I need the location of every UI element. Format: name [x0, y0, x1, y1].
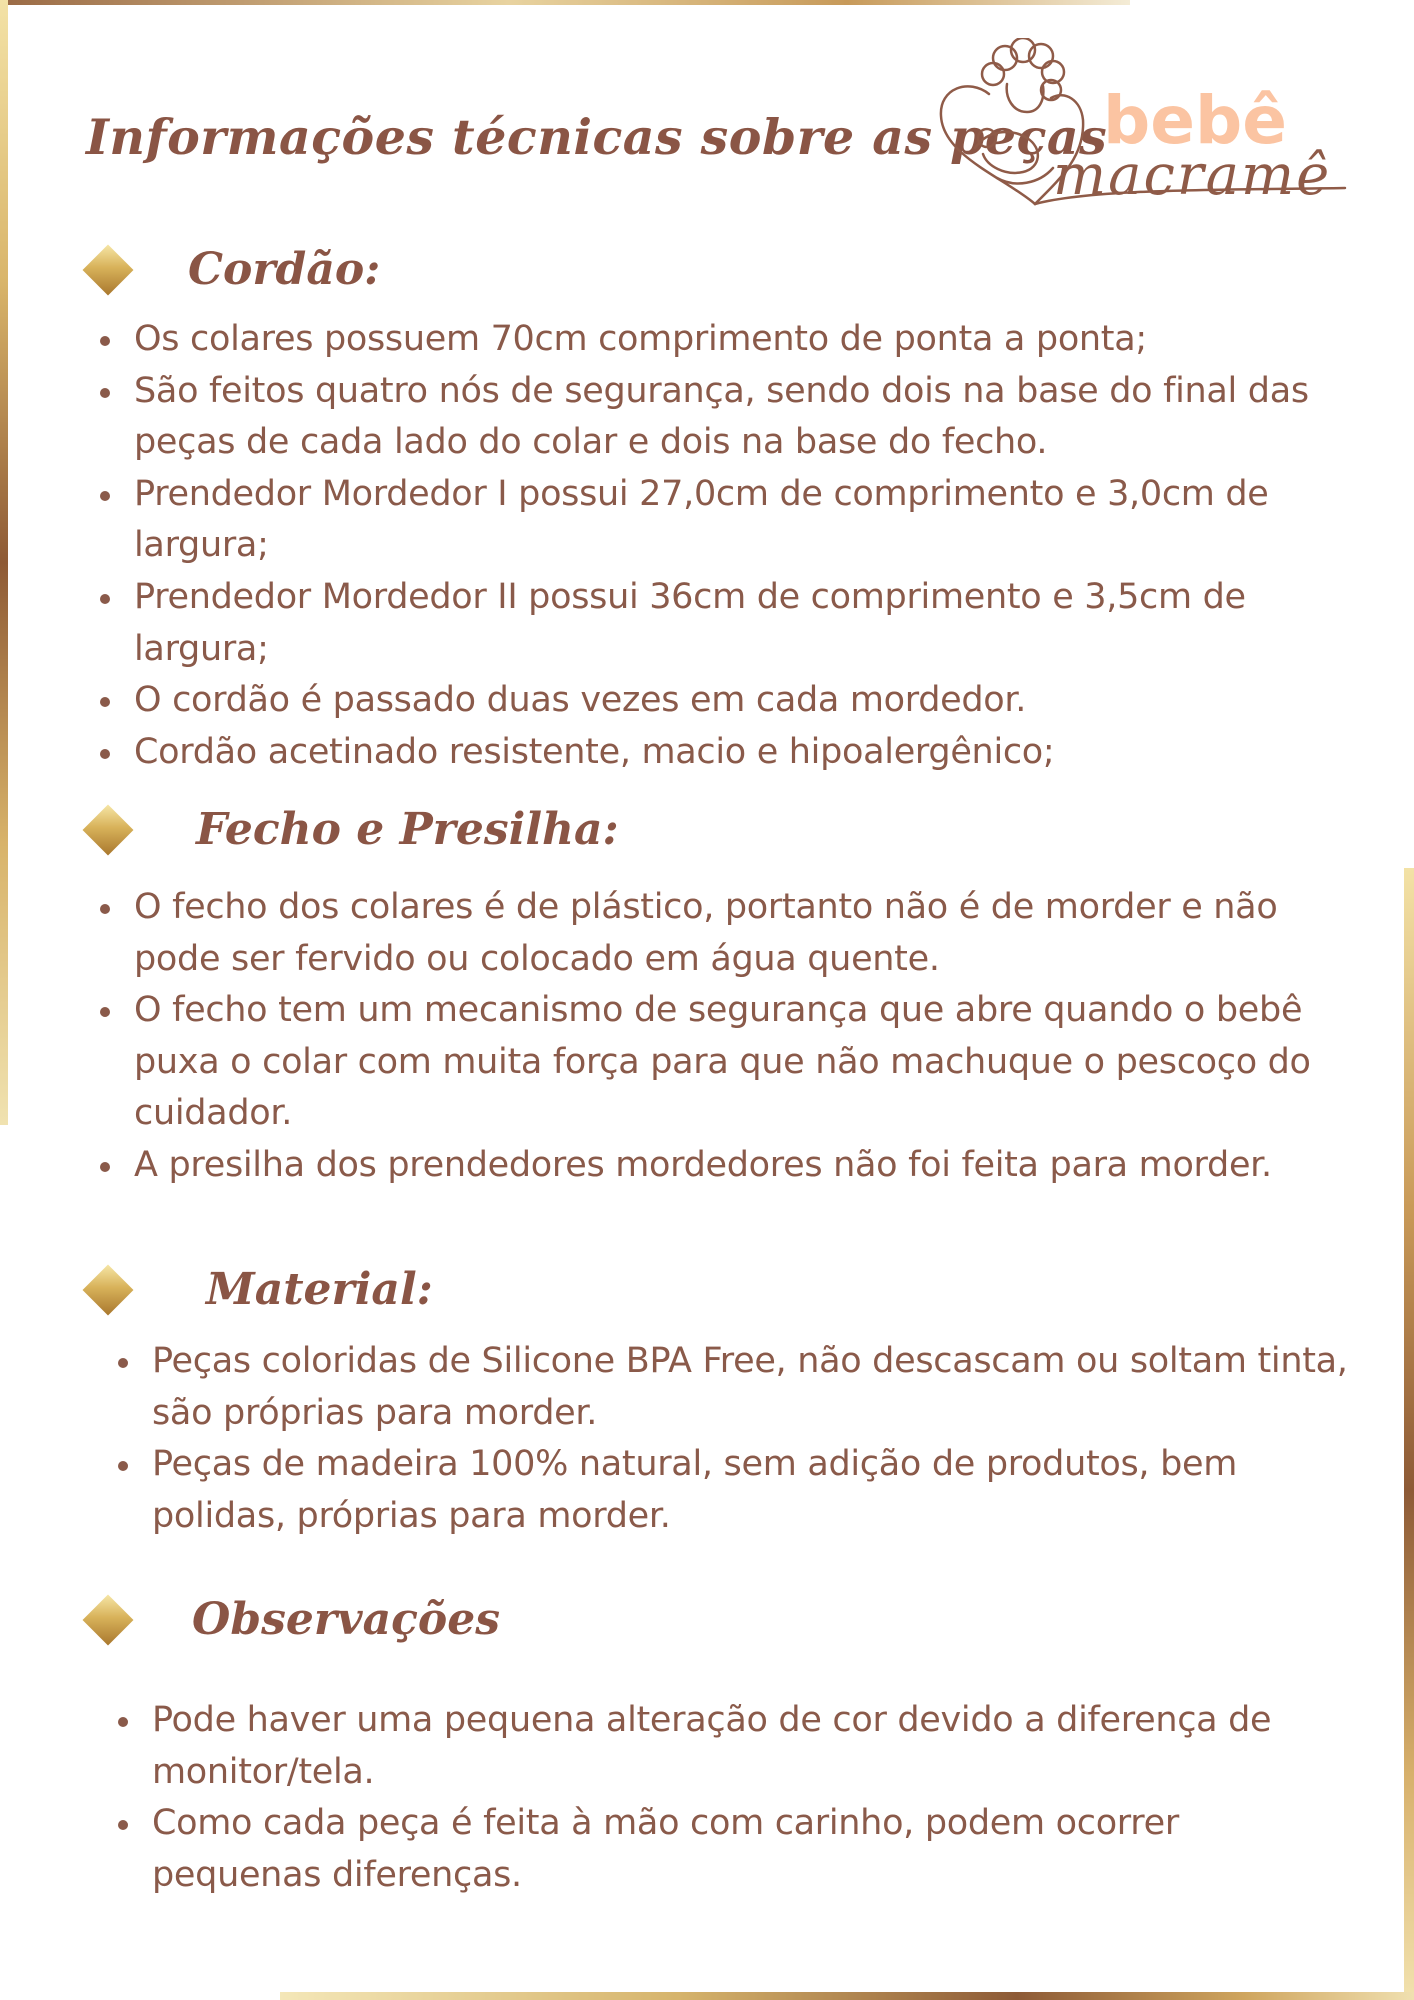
list-item: São feitos quatro nós de segurança, sendo dois na base do final das peças de cada lado do colar e dois na base do fecho. [134, 366, 1344, 469]
logo-word-bebe: bebê [1103, 82, 1288, 159]
section-title-observacoes: Observações [192, 1594, 501, 1645]
gold-frame-right [1404, 868, 1414, 2000]
section-title-cordao: Cordão: [188, 244, 381, 295]
list-item: Cordão acetinado resistente, macio e hipoalergênico; [134, 727, 1344, 779]
list-item: Peças coloridas de Silicone BPA Free, não descascam ou soltam tinta, são próprias para morder. [152, 1336, 1352, 1439]
section-title-material: Material: [206, 1264, 433, 1315]
gold-diamond-icon [83, 1595, 134, 1646]
brand-logo [935, 38, 1355, 213]
gold-frame-bottom [280, 1992, 1414, 2000]
gold-diamond-icon [83, 245, 134, 296]
gold-frame-top [0, 0, 1130, 5]
page-title: Informações técnicas sobre as peças [86, 108, 1108, 166]
list-item: O fecho dos colares é de plástico, portanto não é de morder e não pode ser fervido ou colocado em água quente. [134, 882, 1344, 985]
bullet-list-observacoes [152, 1695, 1352, 1901]
list-item: O cordão é passado duas vezes em cada mordedor. [134, 675, 1344, 727]
list-item: Como cada peça é feita à mão com carinho, podem ocorrer pequenas diferenças. [152, 1798, 1352, 1901]
bullet-list-material [152, 1336, 1352, 1542]
gold-frame-left [0, 0, 8, 1125]
list-item: Peças de madeira 100% natural, sem adição de produtos, bem polidas, próprias para morder. [152, 1439, 1352, 1542]
list-item: O fecho tem um mecanismo de segurança que abre quando o bebê puxa o colar com muita força para que não machuque o pescoço do cuidador. [134, 985, 1344, 1140]
list-item: Prendedor Mordedor I possui 27,0cm de comprimento e 3,0cm de largura; [134, 469, 1344, 572]
section-title-fecho-presilha: Fecho e Presilha: [196, 804, 619, 855]
list-item: A presilha dos prendedores mordedores não foi feita para morder. [134, 1140, 1344, 1192]
gold-diamond-icon [83, 805, 134, 856]
gold-diamond-icon [83, 1265, 134, 1316]
list-item: Os colares possuem 70cm comprimento de ponta a ponta; [134, 314, 1344, 366]
bullet-list-cordao [134, 314, 1344, 778]
bullet-list-fecho-presilha [134, 882, 1344, 1192]
list-item: Prendedor Mordedor II possui 36cm de comprimento e 3,5cm de largura; [134, 572, 1344, 675]
list-item: Pode haver uma pequena alteração de cor devido a diferença de monitor/tela. [152, 1695, 1352, 1798]
logo-word-macrame: macramê [1053, 143, 1332, 208]
